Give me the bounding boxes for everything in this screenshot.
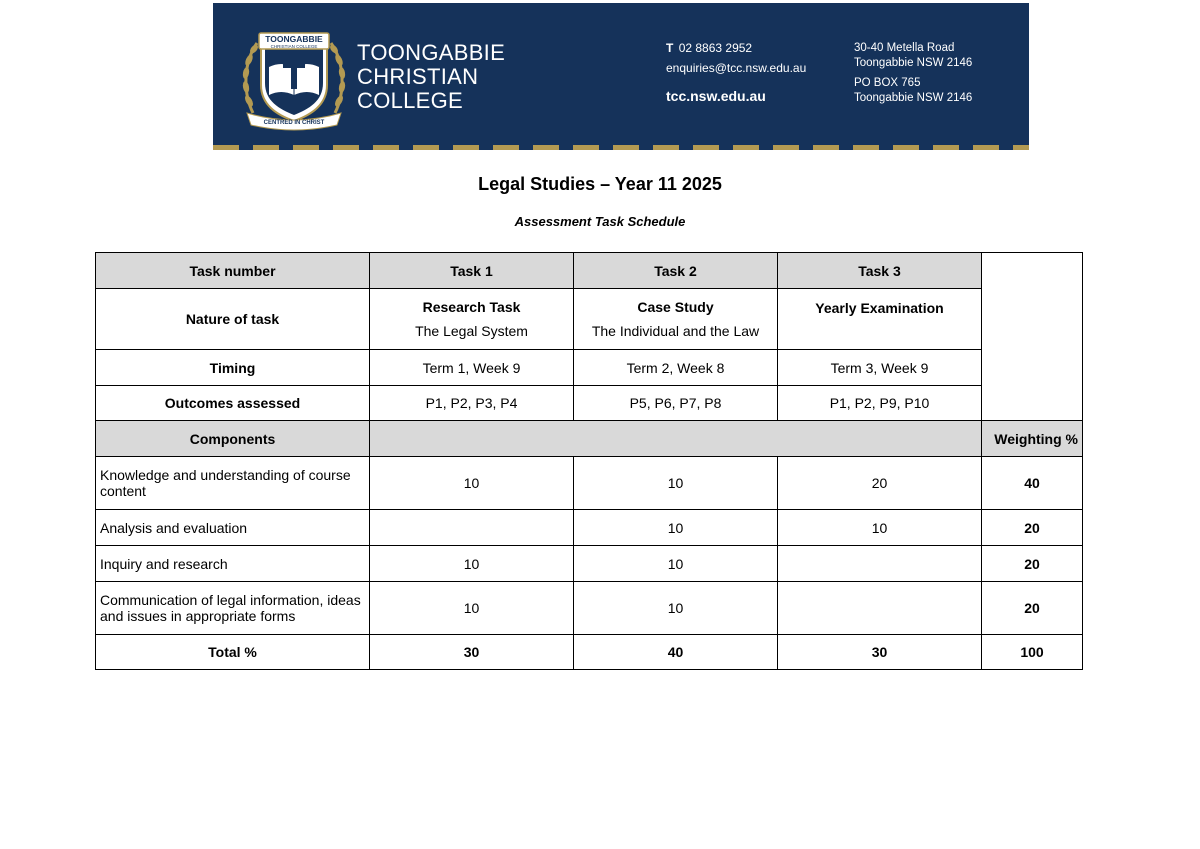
component-task-3-value bbox=[778, 582, 982, 635]
components-header-spacer bbox=[370, 421, 982, 457]
task-2-nature bbox=[574, 289, 778, 350]
table-row bbox=[96, 510, 1083, 546]
component-weight: 20 bbox=[982, 510, 1083, 546]
component-name: Knowledge and understanding of course content bbox=[96, 457, 370, 510]
component-task-1-value: 10 bbox=[370, 582, 574, 635]
total-label: Total % bbox=[96, 635, 370, 670]
component-name: Analysis and evaluation bbox=[96, 510, 370, 546]
component-name: Communication of legal information, ideas and issues in appropriate forms bbox=[96, 582, 370, 635]
task-2-header: Task 2 bbox=[574, 253, 778, 289]
email-address[interactable]: enquiries@tcc.nsw.edu.au bbox=[666, 61, 807, 75]
component-name: Inquiry and research bbox=[96, 546, 370, 582]
task-1-type: Research Task bbox=[422, 299, 521, 315]
crest-top-text: TOONGABBIE bbox=[265, 34, 323, 44]
table-row bbox=[96, 546, 1083, 582]
component-weight: 40 bbox=[982, 457, 1083, 510]
task-3-nature bbox=[778, 289, 982, 350]
po-suburb: Toongabbie NSW 2146 bbox=[854, 92, 973, 104]
nature-label: Nature of task bbox=[96, 289, 370, 350]
task-3-type: Yearly Examination bbox=[815, 300, 944, 316]
contact-block bbox=[666, 41, 806, 104]
school-name-line-1: TOONGABBIE bbox=[357, 40, 506, 65]
school-crest-icon bbox=[239, 23, 349, 131]
component-weight: 20 bbox=[982, 582, 1083, 635]
table-row-nature bbox=[96, 289, 1083, 350]
task-3-outcomes: P1, P2, P9, P10 bbox=[778, 386, 982, 421]
address-street: 30-40 Metella Road bbox=[854, 42, 955, 54]
component-task-3-value: 10 bbox=[778, 510, 982, 546]
total-weight: 100 bbox=[982, 635, 1083, 670]
task-1-header: Task 1 bbox=[370, 253, 574, 289]
timing-label: Timing bbox=[96, 350, 370, 386]
task-2-type: Case Study bbox=[637, 299, 714, 315]
school-name-line-3: COLLEGE bbox=[357, 88, 464, 113]
address-suburb: Toongabbie NSW 2146 bbox=[854, 57, 973, 69]
table-row bbox=[96, 582, 1083, 635]
crest-motto: CENTRED IN CHRIST bbox=[263, 120, 325, 126]
table-row-total bbox=[96, 635, 1083, 670]
school-name bbox=[357, 41, 505, 113]
task-2-outcomes: P5, P6, P7, P8 bbox=[574, 386, 778, 421]
component-task-2-value: 10 bbox=[574, 510, 778, 546]
component-task-3-value: 20 bbox=[778, 457, 982, 510]
table-row-timing bbox=[96, 350, 1083, 386]
task-1-timing: Term 1, Week 9 bbox=[370, 350, 574, 386]
assessment-schedule-table bbox=[95, 252, 1083, 670]
component-task-1-value: 10 bbox=[370, 546, 574, 582]
task-3-header: Task 3 bbox=[778, 253, 982, 289]
outcomes-label: Outcomes assessed bbox=[96, 386, 370, 421]
task-2-timing: Term 2, Week 8 bbox=[574, 350, 778, 386]
component-task-1-value: 10 bbox=[370, 457, 574, 510]
table-row-outcomes bbox=[96, 386, 1083, 421]
phone-number: 02 8863 2952 bbox=[678, 41, 753, 55]
component-task-2-value: 10 bbox=[574, 582, 778, 635]
task-1-outcomes: P1, P2, P3, P4 bbox=[370, 386, 574, 421]
address-block bbox=[854, 41, 972, 106]
crest-sub-text: CHRISTIAN COLLEGE bbox=[270, 44, 318, 49]
table-row-task-number bbox=[96, 253, 1083, 289]
website-link[interactable]: tcc.nsw.edu.au bbox=[666, 88, 766, 104]
phone-line bbox=[666, 41, 806, 55]
po-box: PO BOX 765 bbox=[854, 77, 921, 89]
component-task-2-value: 10 bbox=[574, 546, 778, 582]
components-label: Components bbox=[96, 421, 370, 457]
school-banner bbox=[213, 3, 1029, 150]
total-task-1: 30 bbox=[370, 635, 574, 670]
task-3-timing: Term 3, Week 9 bbox=[778, 350, 982, 386]
banner-stripe bbox=[213, 145, 1029, 150]
document-title: Legal Studies – Year 11 2025 bbox=[478, 174, 722, 194]
component-task-2-value: 10 bbox=[574, 457, 778, 510]
task-2-topic: The Individual and the Law bbox=[591, 323, 760, 339]
school-name-line-2: CHRISTIAN bbox=[357, 64, 479, 89]
total-task-3: 30 bbox=[778, 635, 982, 670]
blank-header-cell bbox=[982, 253, 1083, 421]
weighting-label: Weighting % bbox=[982, 421, 1083, 457]
task-1-topic: The Legal System bbox=[415, 323, 528, 339]
component-task-1-value bbox=[370, 510, 574, 546]
task-1-nature bbox=[370, 289, 574, 350]
task-number-label: Task number bbox=[96, 253, 370, 289]
total-task-2: 40 bbox=[574, 635, 778, 670]
document-subtitle: Assessment Task Schedule bbox=[514, 214, 686, 229]
phone-prefix: T bbox=[666, 41, 674, 55]
table-row bbox=[96, 457, 1083, 510]
component-task-3-value bbox=[778, 546, 982, 582]
table-row-components-header bbox=[96, 421, 1083, 457]
component-weight: 20 bbox=[982, 546, 1083, 582]
